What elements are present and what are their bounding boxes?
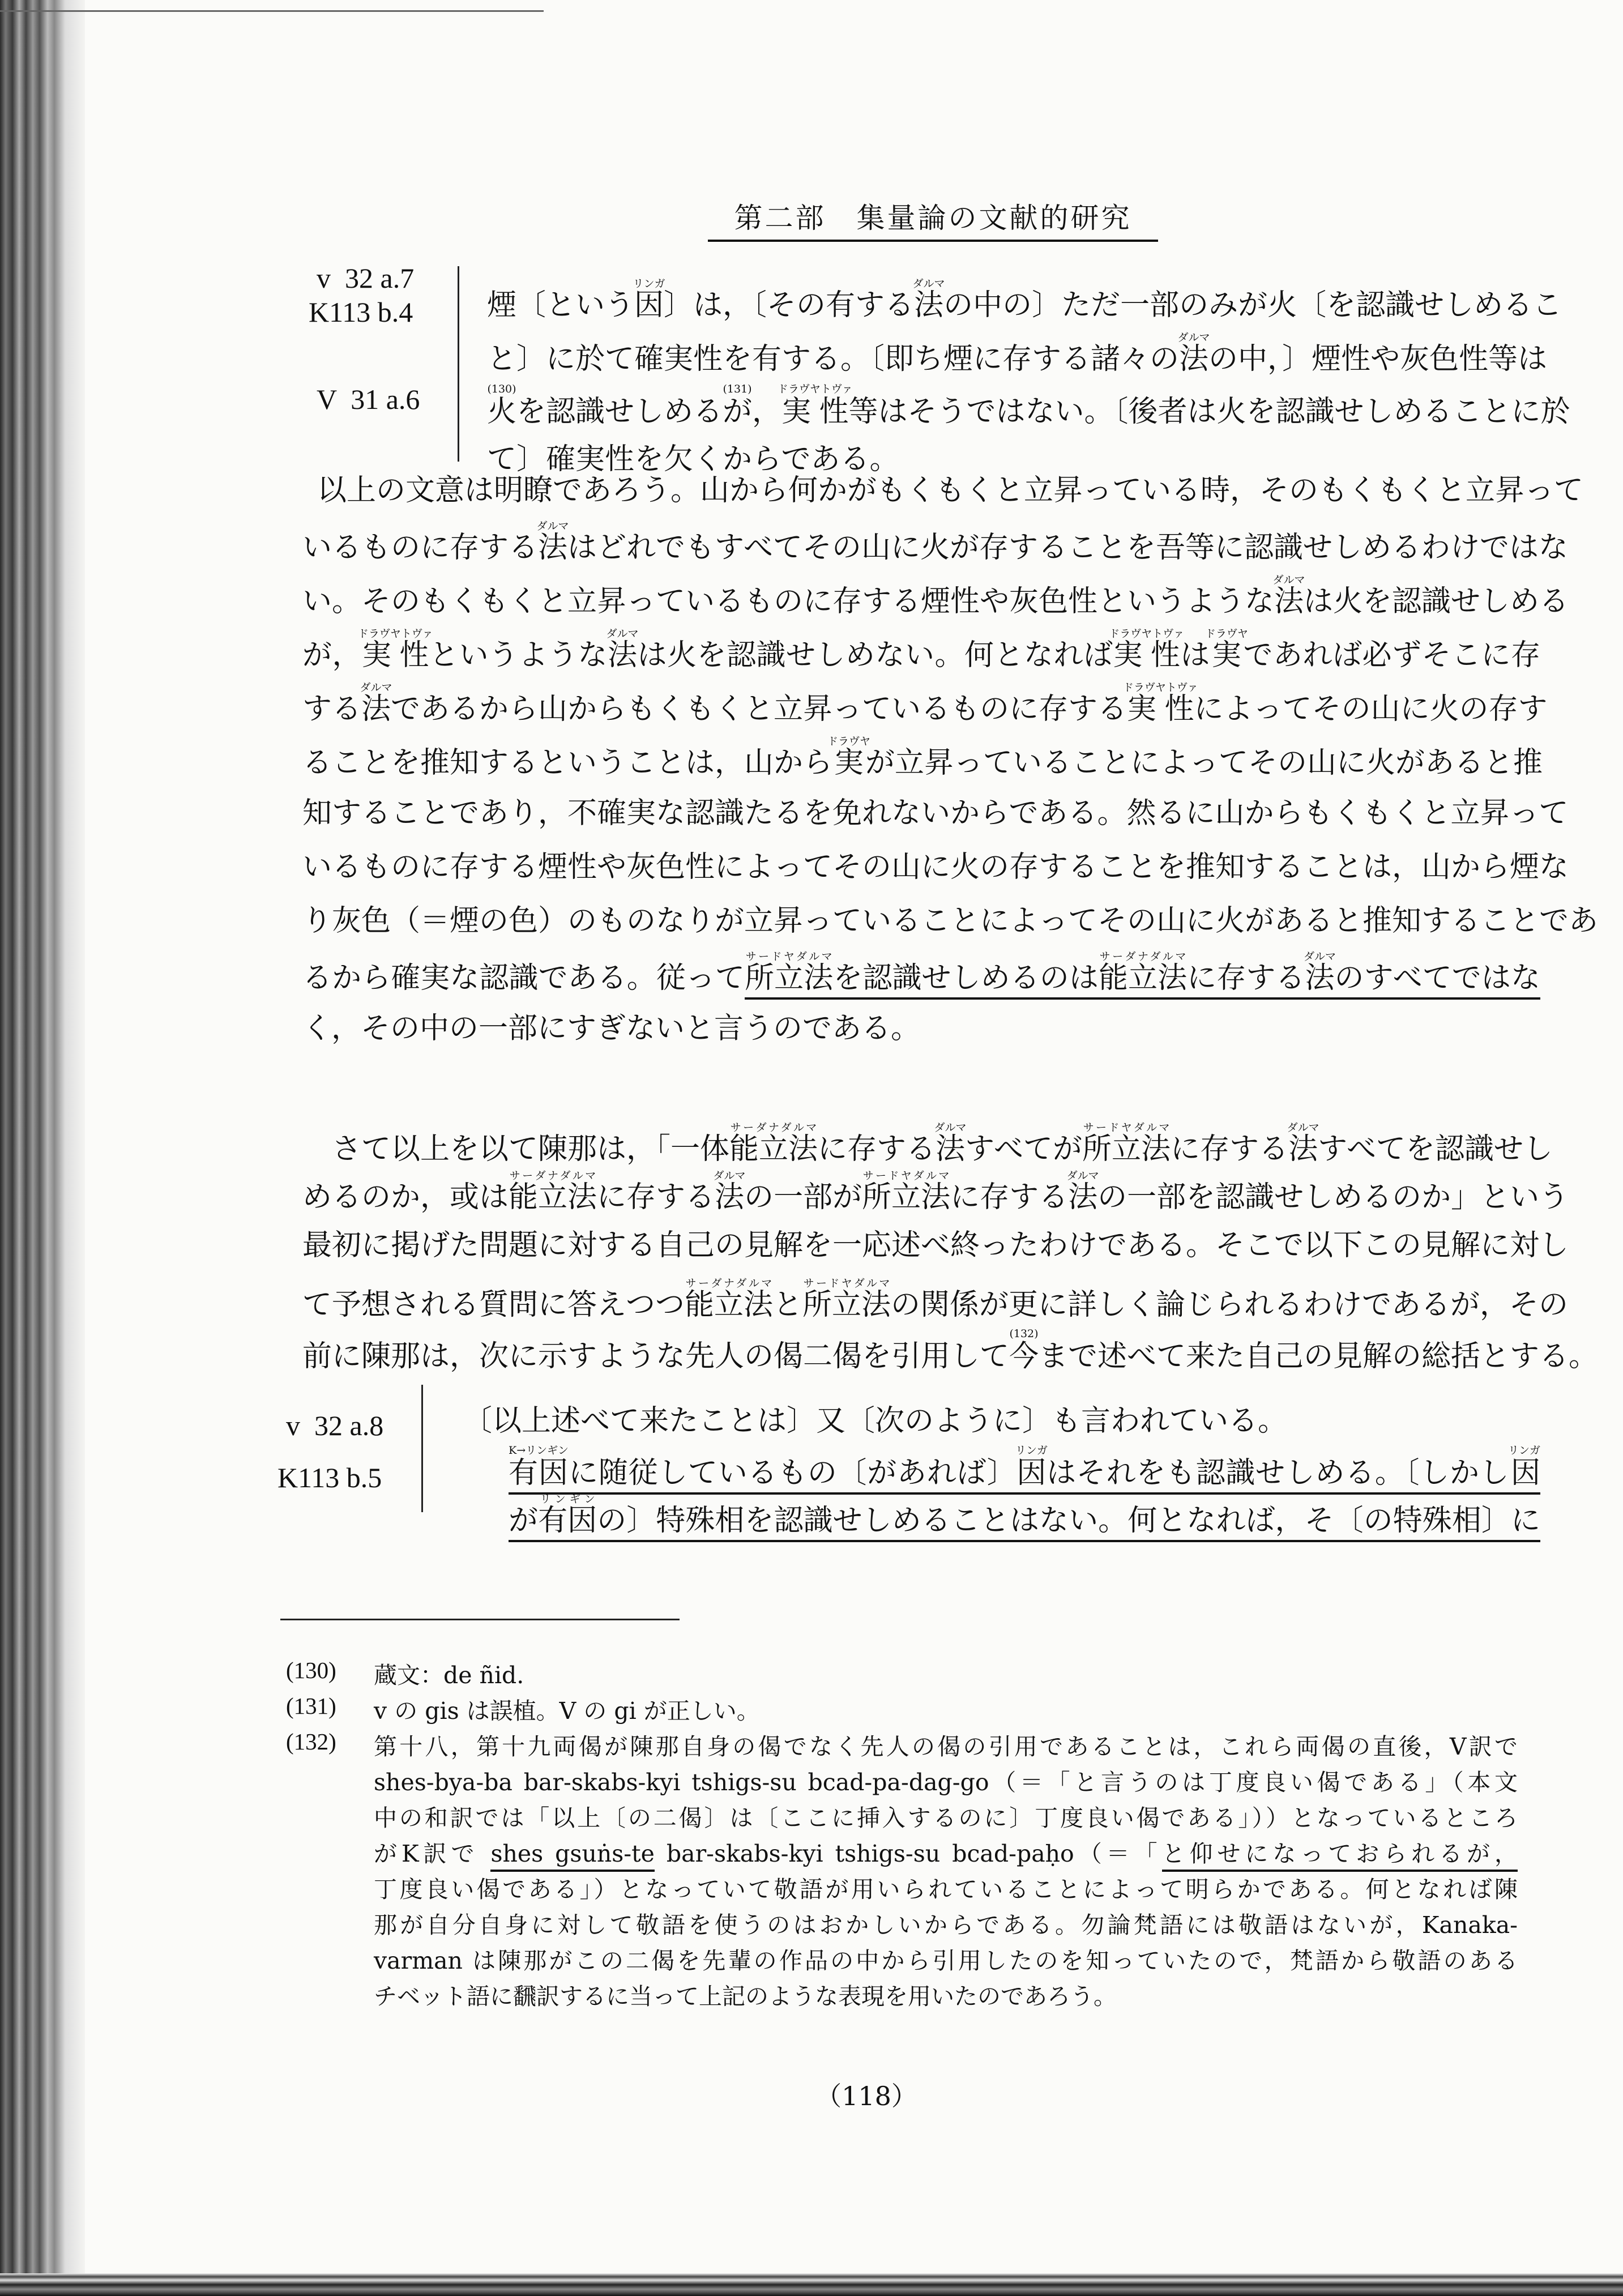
ruby-gloss: 実性ドラヴヤトヴァ <box>1122 681 1198 726</box>
text-run: というような <box>429 638 608 672</box>
text-run: 中の和訳では「以上〔の二偈〕は〔ここに挿入するのに〕丁度良い偈である」））となっているところ <box>374 1804 1518 1832</box>
underlined-text: に存する <box>1187 961 1305 1000</box>
text-line <box>302 897 1599 939</box>
underlined-ruby-gloss: 有因K→リンギン <box>509 1456 568 1495</box>
text-run: がK訳で <box>374 1840 491 1867</box>
ruby-reading: ダルマ <box>713 1170 746 1182</box>
ruby-gloss: 所立法サードヤダルマ <box>862 1170 951 1214</box>
ruby-gloss: 法ダルマ <box>1066 1170 1099 1214</box>
ruby-reading: サードヤダルマ <box>1082 1121 1171 1134</box>
underlined-text: はそれをも認識せしめる。〔しかし <box>1046 1456 1509 1495</box>
text-line <box>487 278 1562 323</box>
text-run: と <box>772 1288 802 1322</box>
footnote-number: (131) <box>286 1693 336 1719</box>
ruby-reading: サーダナダルマ <box>1098 950 1188 963</box>
text-line <box>332 1121 1553 1167</box>
ruby-gloss: 今(132) <box>1009 1328 1039 1373</box>
text-run: に存する <box>1171 1132 1289 1166</box>
text-line <box>302 735 1543 781</box>
ruby-reading: ダルマ <box>606 628 639 640</box>
text-line <box>374 1978 1117 2011</box>
text-run: が立昇っていることによってその山に火があると推 <box>865 746 1543 780</box>
underlined-text: と仰せになっておられるが， <box>1162 1840 1518 1872</box>
text-run: ることを推知するということは，山から <box>302 746 833 780</box>
underlined-ruby-gloss: 因リンガ <box>1016 1456 1046 1495</box>
source-ref-label: K113 b.4 <box>309 296 413 328</box>
ruby-reading: (132) <box>1009 1328 1039 1340</box>
ruby-reading: ダルマ <box>1287 1121 1319 1134</box>
text-run: は火を認識せしめる <box>1304 584 1569 618</box>
running-header: 第二部 集量論の文献的研究 <box>708 195 1158 242</box>
text-line <box>374 1692 760 1726</box>
text-line <box>302 1277 1569 1323</box>
text-run: はどれでもすべてその山に火が存することを吾等に認識せしめるわけではな <box>567 531 1568 565</box>
ruby-reading: ドラヴヤトヴァ <box>357 628 433 640</box>
text-line <box>302 1328 1599 1375</box>
text-run: て〕確実性を欠くからである。 <box>487 442 899 476</box>
text-run: ， <box>752 395 782 429</box>
text-line <box>509 1444 1540 1491</box>
ruby-gloss: 実ドラヴヤ <box>827 735 871 780</box>
ruby-gloss: 法ダルマ <box>360 681 392 726</box>
footnote-number: (130) <box>286 1657 336 1683</box>
text-run: く，その中の一部にすぎないと言うのである。 <box>302 1012 920 1045</box>
text-run: する <box>302 692 362 726</box>
ruby-gloss: 法ダルマ <box>1272 574 1305 618</box>
text-run: 〕は，〔その有する <box>664 288 915 322</box>
ruby-reading: サードヤダルマ <box>802 1277 891 1290</box>
ruby-gloss: 能立法サーダナダルマ <box>509 1170 597 1214</box>
text-line <box>302 681 1548 727</box>
text-run: bar-skabs-kyi tshigs-su bcad-paḥo（＝「 <box>654 1840 1162 1867</box>
text-run: の中，〕煙性や灰色性等は <box>1208 342 1548 376</box>
text-run: であれば必ずそこに存 <box>1242 638 1540 672</box>
ruby-reading: サーダナダルマ <box>729 1121 818 1134</box>
ruby-gloss: 所立法サードヤダルマ <box>1082 1121 1171 1166</box>
ruby-reading: ダルマ <box>1303 950 1336 963</box>
ruby-reading: リンガ <box>633 278 665 290</box>
ruby-gloss: 法ダルマ <box>1287 1121 1319 1166</box>
ruby-gloss: 所立法サードヤダルマ <box>802 1277 891 1322</box>
text-line <box>463 1397 1287 1439</box>
ruby-gloss: 法ダルマ <box>934 1121 967 1166</box>
text-line <box>509 1493 1540 1539</box>
text-run: を認識せしめる <box>516 395 723 429</box>
ruby-gloss: 法ダルマ <box>912 278 945 322</box>
ruby-reading: ダルマ <box>360 681 392 694</box>
text-line <box>302 789 1569 831</box>
text-run: い。そのもくもくと立昇っているものに存する煙性や灰色性というような <box>302 584 1275 618</box>
text-run: さて以上を以て陳那は，「一体 <box>332 1132 730 1166</box>
text-run: は <box>1180 638 1210 672</box>
ruby-gloss: 実性ドラヴヤトヴァ <box>777 383 853 429</box>
ruby-reading: ダルマ <box>1177 331 1210 344</box>
ruby-gloss: 因リンガ <box>633 278 665 322</box>
underlined-ruby-gloss: 因リンガ <box>1509 1456 1540 1495</box>
text-run: るから確実な認識である。従って <box>302 961 745 995</box>
source-ref-label: v 32 a.7 <box>317 262 415 294</box>
text-run: によってその山に火の存す <box>1194 692 1548 726</box>
text-run: は火を認識せしめない。何となれば <box>637 638 1113 672</box>
ruby-reading: ダルマ <box>1066 1170 1099 1182</box>
text-line <box>302 628 1540 673</box>
underlined-text: を認識せしめるのは <box>833 961 1099 1000</box>
text-line <box>302 843 1569 885</box>
ruby-gloss: 実性ドラヴヤトヴァ <box>1109 628 1185 672</box>
text-run: が， <box>302 638 362 672</box>
text-run: varman は陳那がこの二偈を先輩の作品の中から引用したのを知っていたので，梵語から敬語のある <box>374 1947 1518 1974</box>
source-ref-label: v 32 a.8 <box>286 1410 384 1441</box>
text-line <box>302 1221 1569 1264</box>
scan-left-edge <box>0 0 85 2296</box>
text-run: 等はそうではない。〔後者は火を認識せしめることに於 <box>848 395 1570 429</box>
text-line <box>487 383 1570 430</box>
ruby-reading: サードヤダルマ <box>862 1170 951 1182</box>
text-run: 最初に掲げた問題に対する自己の見解を一応述べ終ったわけである。そこで以下この見解に対し <box>302 1228 1569 1262</box>
text-run: 第十八，第十九両偈が陳那自身の偈でなく先人の偈の引用であることは，これら両偈の直後，V訳で <box>374 1733 1518 1760</box>
footnote-rule <box>280 1619 680 1620</box>
ruby-reading: ダルマ <box>912 278 945 290</box>
text-line <box>374 1728 1518 1761</box>
ruby-gloss: 法ダルマ <box>1177 331 1210 376</box>
underlined-text: が <box>509 1504 538 1542</box>
text-run: v の gis は誤植。V の gi が正しい。 <box>374 1697 760 1725</box>
text-run: まで述べて来た自己の見解の総括とする。 <box>1039 1339 1599 1373</box>
text-run: 那が自分自身に対して敬語を使うのはおかしいからである。勿論梵語には敬語はないが，Kanaka- <box>374 1911 1518 1939</box>
ruby-reading: サーダナダルマ <box>509 1170 597 1182</box>
text-line <box>317 466 1584 509</box>
text-run: の関係が更に詳しく論じられるわけであるが，その <box>891 1288 1569 1322</box>
text-run: に存する <box>818 1132 936 1166</box>
text-run: チベット語に飜訳するに当って上記のような表現を用いたのであろう。 <box>374 1983 1117 2010</box>
text-run: 〔以上述べて来たことは〕又〔次のように〕も言われている。 <box>463 1404 1288 1438</box>
text-run: 蔵文：de ñid. <box>374 1662 524 1689</box>
text-run: すべてを認識せし <box>1318 1132 1553 1166</box>
text-run: 以上の文意は明瞭であろう。山から何かがもくもくと立昇っている時，そのもくもくと立昇って <box>317 473 1584 507</box>
quotation-bar <box>458 266 459 462</box>
text-line <box>374 1906 1518 1940</box>
source-ref-label: K113 b.5 <box>277 1462 382 1493</box>
quotation-bar <box>421 1385 423 1512</box>
ruby-reading: ドラヴヤトヴァ <box>1109 628 1185 640</box>
ruby-reading: サードヤダルマ <box>745 950 834 963</box>
text-run: すべてが <box>965 1132 1083 1166</box>
text-run: 前に陳那は，次に示すような先人の偈二偈を引用して <box>302 1339 1010 1373</box>
ruby-reading: リンギン <box>538 1493 597 1505</box>
text-run: に存する <box>950 1180 1069 1214</box>
ruby-reading: リンガ <box>1507 1444 1540 1457</box>
text-run: 知することであり，不確実な認識たるを免れないからである。然るに山からもくもくと立昇って <box>302 796 1569 830</box>
scan-top-line <box>0 10 544 12</box>
ruby-gloss: 火(130) <box>487 383 517 429</box>
text-run: いるものに存する煙性や灰色性によってその山に火の存することを推知することは，山から煙な <box>302 850 1569 884</box>
text-line <box>374 1871 1518 1904</box>
text-line <box>374 1657 524 1690</box>
text-line <box>302 950 1540 996</box>
underlined-text: shes gsuṅs-te <box>490 1840 654 1872</box>
text-line <box>302 1004 920 1047</box>
ruby-reading: K→リンギン <box>509 1444 569 1457</box>
ruby-reading: ダルマ <box>934 1121 967 1134</box>
text-line <box>374 1764 1518 1797</box>
text-run: の一部を認識せしめるのか」という <box>1097 1180 1569 1214</box>
ruby-gloss: が(131) <box>723 383 753 429</box>
underlined-text: のすべてではな <box>1334 961 1540 1000</box>
ruby-gloss: 能立法サーダナダルマ <box>684 1277 773 1322</box>
ruby-reading: リンガ <box>1015 1444 1048 1457</box>
text-line <box>374 1942 1518 1975</box>
text-line <box>302 574 1569 620</box>
underlined-ruby-gloss: 有因リンギン <box>538 1504 597 1542</box>
text-run: いるものに存する <box>302 531 539 565</box>
underlined-ruby-gloss: 所立法サードヤダルマ <box>745 961 833 1000</box>
ruby-reading: ドラヴヤ <box>1205 628 1248 640</box>
ruby-reading: ドラヴヤトヴァ <box>1122 681 1198 694</box>
ruby-reading: ドラヴヤトヴァ <box>777 383 853 395</box>
ruby-gloss: 能立法サーダナダルマ <box>729 1121 818 1166</box>
text-run: と〕に於て確実性を有する。〔即ち煙に存する諸々の <box>487 342 1180 376</box>
text-run: shes-bya-ba bar-skabs-kyi tshigs-su bcad-pa-dag-go（＝「と言うのは丁度良い偈である」（本文 <box>374 1769 1518 1796</box>
ruby-reading: ダルマ <box>536 520 569 532</box>
source-ref-label: V 31 a.6 <box>317 383 420 415</box>
text-line <box>374 1799 1518 1833</box>
text-line <box>302 520 1568 566</box>
ruby-gloss: 法ダルマ <box>536 520 569 565</box>
text-run: の中の〕ただ一部のみが火〔を認識せしめるこ <box>943 288 1562 322</box>
ruby-reading: (131) <box>723 383 753 395</box>
ruby-reading: サーダナダルマ <box>684 1277 773 1290</box>
underlined-ruby-gloss: 法ダルマ <box>1305 961 1334 1000</box>
underlined-text: の〕特殊相を認識せしめることはない。何となれば，そ〔の特殊相〕に <box>597 1504 1540 1542</box>
ruby-reading: ダルマ <box>1272 574 1305 586</box>
text-line <box>302 1170 1569 1215</box>
text-run: の一部が <box>744 1180 862 1214</box>
underlined-text: に随従しているもの〔があれば〕 <box>568 1456 1016 1495</box>
text-line <box>374 1835 1518 1868</box>
ruby-reading: ドラヴヤ <box>827 735 871 748</box>
text-run: めるのか，或は <box>302 1180 509 1214</box>
text-run: に存する <box>597 1180 715 1214</box>
text-run: 丁度良い偈である」）となっていて敬語が用いられていることによって明らかである。何となれば陳 <box>374 1876 1518 1903</box>
ruby-gloss: 実性ドラヴヤトヴァ <box>357 628 433 672</box>
scan-bottom-edge <box>0 2273 1623 2296</box>
ruby-gloss: 法ダルマ <box>606 628 639 672</box>
text-run: り灰色（＝煙の色）のものなりが立昇っていることによってその山に火があると推知することであ <box>302 904 1599 938</box>
ruby-gloss: 法ダルマ <box>713 1170 746 1214</box>
footnote-number: (132) <box>286 1729 336 1755</box>
ruby-gloss: 実ドラヴヤ <box>1205 628 1248 672</box>
text-run: て予想される質問に答えつつ <box>302 1288 685 1322</box>
text-run: であるから山からもくもくと立昇っているものに存する <box>391 692 1127 726</box>
text-line <box>487 331 1548 377</box>
underlined-ruby-gloss: 能立法サーダナダルマ <box>1099 961 1187 1000</box>
text-run: 煙〔という <box>487 288 635 322</box>
ruby-reading: (130) <box>487 383 516 395</box>
page-number: （118） <box>815 2081 917 2111</box>
